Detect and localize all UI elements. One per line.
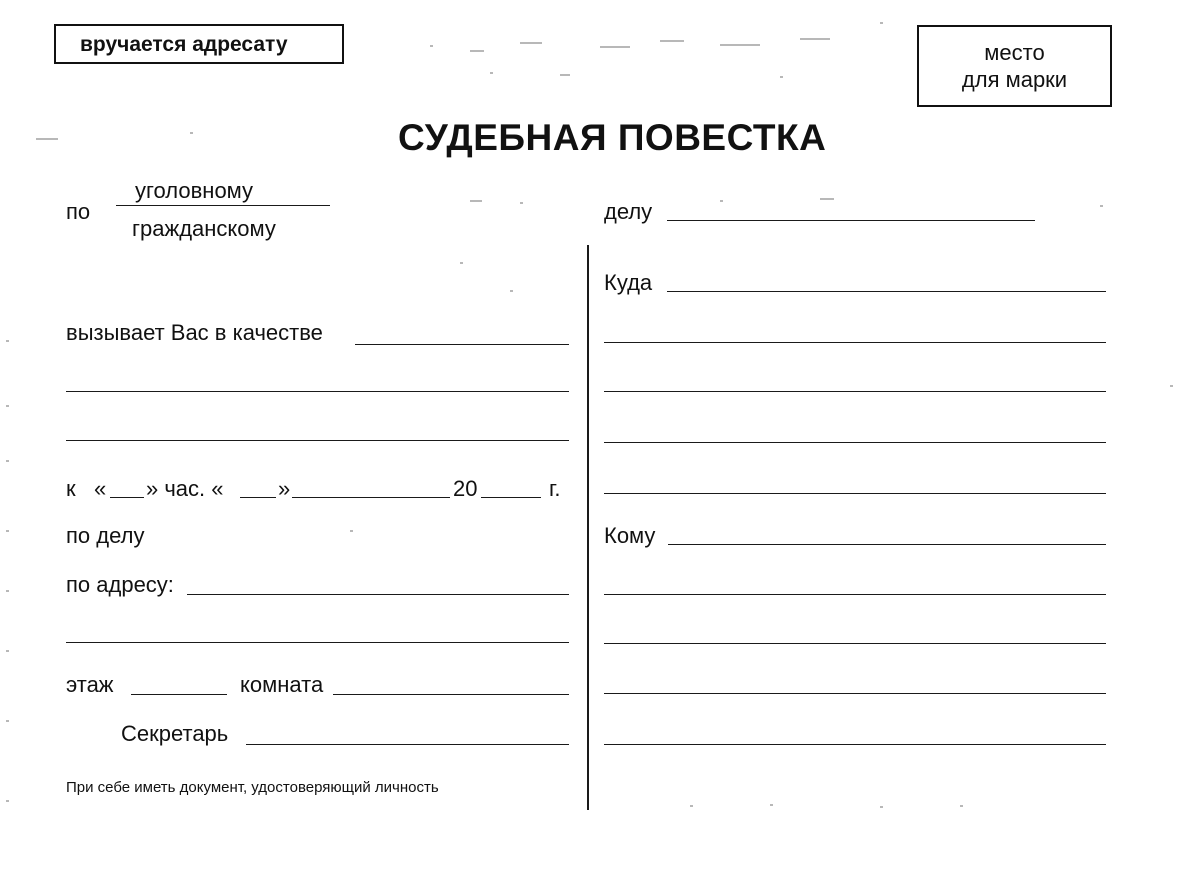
address-extra-line (66, 642, 569, 643)
delivery-label: вручается адресату (80, 33, 288, 56)
summons-extra-line-2 (66, 440, 569, 441)
k-label: к (66, 476, 76, 501)
po-label: по (66, 199, 91, 224)
komu-extra-line-1 (604, 594, 1106, 595)
address-label: по адресу: (66, 572, 174, 597)
delivery-label-box (54, 24, 344, 64)
address-field (187, 594, 569, 595)
floor-field (131, 694, 227, 695)
kuda-extra-line-4 (604, 493, 1106, 494)
column-divider (587, 245, 589, 810)
day-field (240, 497, 276, 498)
po-delu-label: по делу (66, 523, 145, 548)
hour-quote-open: « (94, 476, 107, 501)
kuda-extra-line-2 (604, 391, 1106, 392)
kuda-label: Куда (604, 270, 653, 295)
year-field (481, 497, 541, 498)
floor-label: этаж (66, 672, 114, 697)
case-number-field (667, 220, 1035, 221)
id-document-note: При себе иметь документ, удостоверяющий личность (66, 779, 439, 796)
komu-extra-line-2 (604, 643, 1106, 644)
room-label: комната (240, 672, 324, 697)
case-type-civil: гражданскому (132, 216, 276, 241)
document-title: СУДЕБНАЯ ПОВЕСТКА (398, 117, 827, 158)
kuda-field (667, 291, 1106, 292)
kuda-extra-line-1 (604, 342, 1106, 343)
summons-extra-line-1 (66, 391, 569, 392)
case-type-criminal: уголовному (135, 178, 254, 203)
summons-as-field (355, 344, 569, 345)
secretary-label: Секретарь (121, 721, 229, 746)
secretary-signature-field (246, 744, 569, 745)
kuda-extra-line-3 (604, 442, 1106, 443)
hour-field (110, 497, 144, 498)
stamp-label-line-1: место (984, 40, 1045, 65)
case-type-separator (116, 205, 330, 206)
komu-label: Кому (604, 523, 656, 548)
hour-suffix: » час. « (146, 476, 224, 501)
year-prefix: 20 (453, 476, 478, 501)
year-suffix: г. (549, 476, 561, 501)
komu-field (668, 544, 1106, 545)
komu-extra-line-4 (604, 744, 1106, 745)
month-field (292, 497, 450, 498)
stamp-label-line-2: для марки (961, 67, 1068, 92)
room-field (333, 694, 569, 695)
day-quote-close: » (278, 476, 291, 501)
komu-extra-line-3 (604, 693, 1106, 694)
stamp-placeholder-box (917, 25, 1112, 107)
summons-as-label: вызывает Вас в качестве (66, 320, 323, 345)
delu-label: делу (604, 199, 653, 224)
